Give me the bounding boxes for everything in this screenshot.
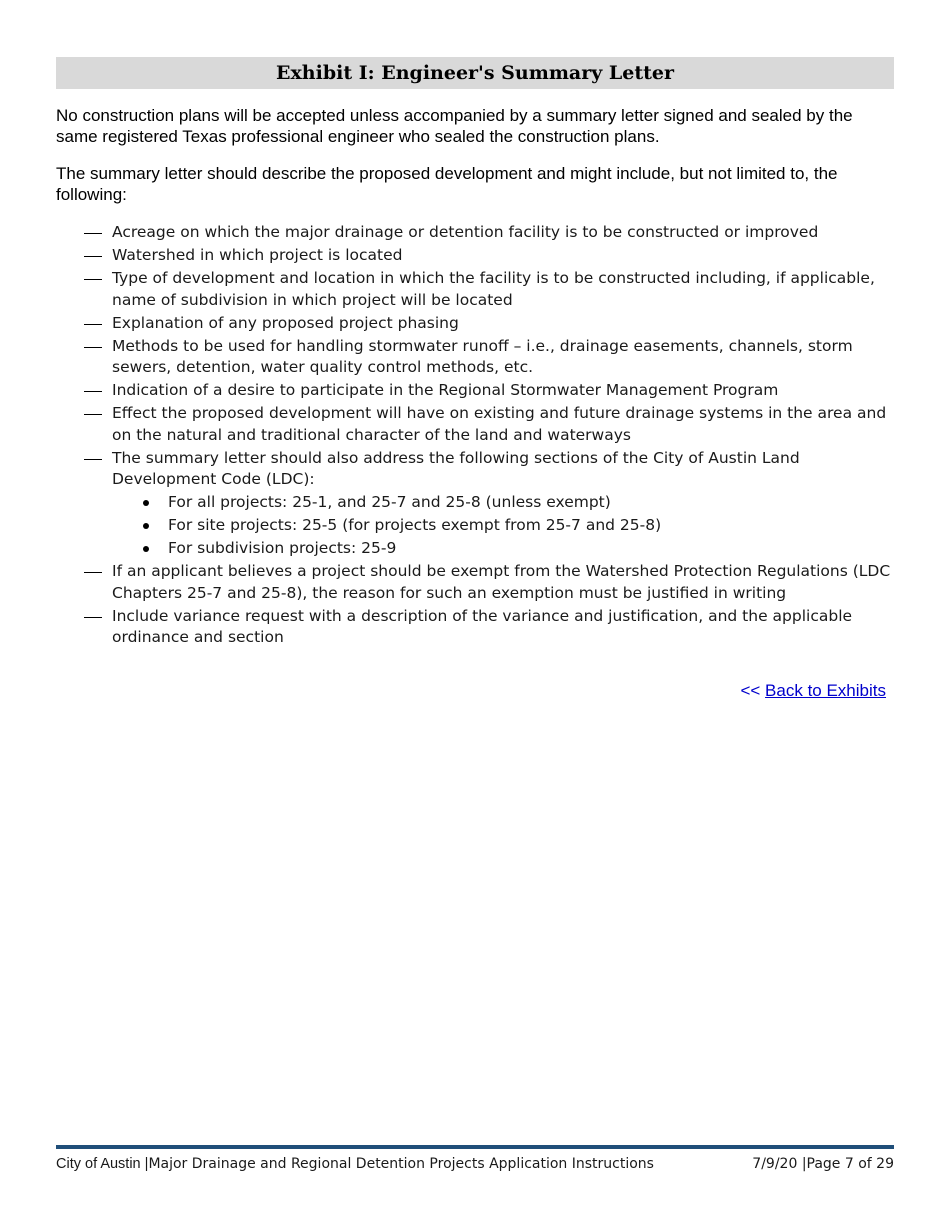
dash-bullet-icon xyxy=(84,572,102,573)
footer-separator: | xyxy=(144,1156,149,1172)
dash-bullet-icon xyxy=(84,347,102,348)
list-item-text: Effect the proposed development will have on existing and future drainage systems in the area and on the natural and traditional character of the land and waterways xyxy=(112,404,887,444)
dash-bullet-icon xyxy=(84,617,102,618)
back-to-exhibits xyxy=(740,681,886,701)
dash-bullet-icon xyxy=(84,233,102,234)
list-item xyxy=(82,606,902,649)
list-item-text: If an applicant believes a project should be exempt from the Watershed Protection Regulations (LDC Chapters 25-7 and 25-8), the reason for such an exemption must be justified in writing xyxy=(112,562,891,602)
intro-paragraph-1: No construction plans will be accepted unless accompanied by a summary letter signed and sealed by the same registered Texas professional engineer who sealed the construction plans. xyxy=(56,106,853,146)
footer-left xyxy=(56,1156,654,1176)
sub-list-item-text: For all projects: 25-1, and 25-7 and 25-8 (unless exempt) xyxy=(168,493,611,511)
list-item-text: Watershed in which project is located xyxy=(112,246,403,264)
footer-right xyxy=(752,1156,894,1176)
back-to-exhibits-link[interactable]: Back to Exhibits xyxy=(765,681,886,700)
summary-items-list xyxy=(82,222,902,650)
list-item xyxy=(82,403,902,446)
footer-doc-title: Major Drainage and Regional Detention Projects Application Instructions xyxy=(148,1156,654,1172)
sub-list-item xyxy=(112,492,902,514)
footer-org: City of Austin xyxy=(56,1156,141,1172)
page-footer xyxy=(56,1156,894,1176)
dash-bullet-icon xyxy=(84,414,102,415)
dash-bullet-icon xyxy=(84,459,102,460)
list-item-text: Methods to be used for handling stormwater runoff – i.e., drainage easements, channels, storm sewers, detention, water quality control methods, etc. xyxy=(112,336,853,376)
list-item-text: Include variance request with a description of the variance and justification, and the applicable ordinance and section xyxy=(112,606,853,646)
dash-bullet-icon xyxy=(84,391,102,392)
sub-list-item xyxy=(112,515,902,537)
bullet-icon xyxy=(143,523,149,529)
ldc-sections-list xyxy=(112,492,902,560)
list-item xyxy=(82,561,902,604)
dash-bullet-icon xyxy=(84,256,102,257)
intro-paragraph-2: The summary letter should describe the proposed development and might include, but not limited to, the following: xyxy=(56,164,838,204)
sub-list-item xyxy=(112,538,902,560)
list-item xyxy=(82,448,902,560)
list-item xyxy=(82,336,902,379)
list-item-text: The summary letter should also address the following sections of the City of Austin Land Development Code (LDC): xyxy=(112,448,800,488)
footer-date: 7/9/20 xyxy=(752,1156,798,1172)
list-item xyxy=(82,313,902,335)
list-item xyxy=(82,268,902,311)
list-item xyxy=(82,380,902,402)
list-item-text: Indication of a desire to participate in the Regional Stormwater Management Program xyxy=(112,381,779,399)
list-item xyxy=(82,222,902,244)
list-item xyxy=(82,245,902,267)
sub-list-item-text: For site projects: 25-5 (for projects exempt from 25-7 and 25-8) xyxy=(168,516,662,534)
dash-bullet-icon xyxy=(84,279,102,280)
bullet-icon xyxy=(143,546,149,552)
list-item-text: Type of development and location in which the facility is to be constructed including, if applicable, name of subdivision in which project will be located xyxy=(112,269,875,309)
list-item-text: Explanation of any proposed project phasing xyxy=(112,313,459,332)
page-title: Exhibit I: Engineer's Summary Letter xyxy=(276,62,674,84)
sub-list-item-text: For subdivision projects: 25-9 xyxy=(168,539,397,557)
list-item-text: Acreage on which the major drainage or detention facility is to be constructed or improved xyxy=(112,223,819,241)
bullet-icon xyxy=(143,500,149,506)
dash-bullet-icon xyxy=(84,324,102,325)
back-arrows: << xyxy=(740,681,761,700)
footer-separator: | xyxy=(801,1156,807,1172)
footer-divider xyxy=(56,1145,894,1149)
exhibit-title-bar xyxy=(56,57,894,89)
footer-page-number: Page 7 of 29 xyxy=(806,1156,894,1172)
